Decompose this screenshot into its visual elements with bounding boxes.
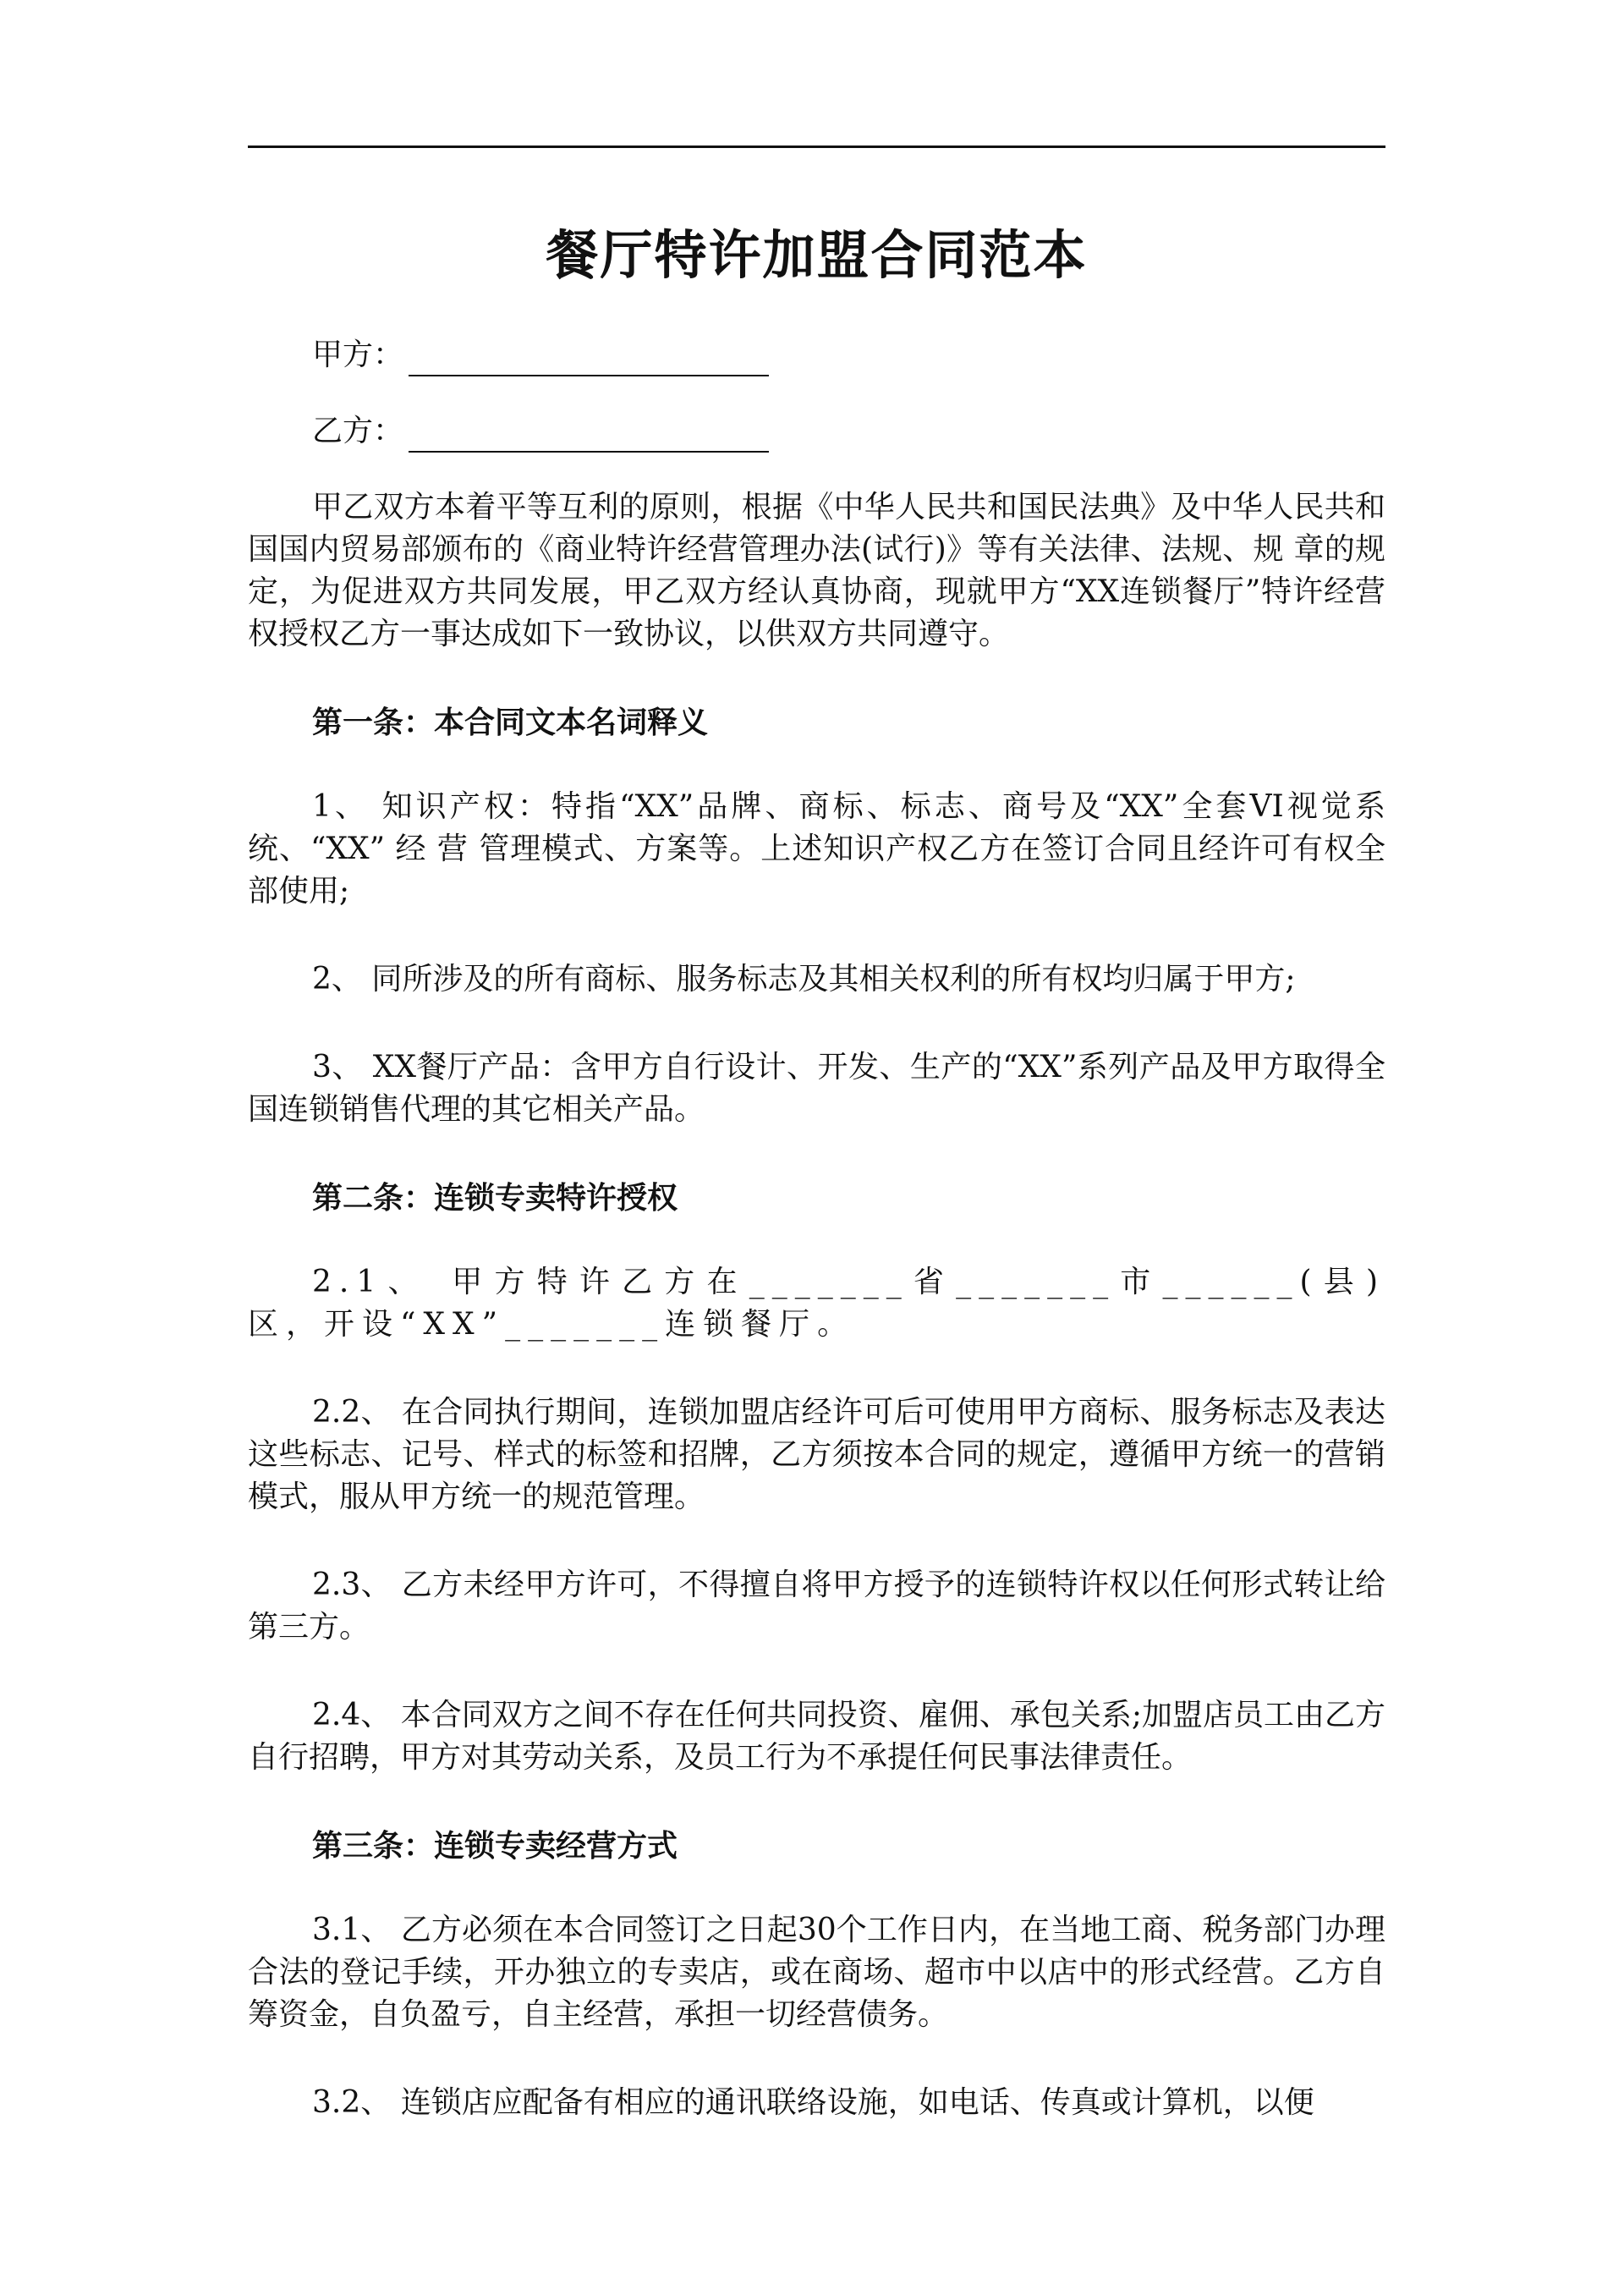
article-3-heading: 第三条：连锁专卖经营方式 xyxy=(312,1828,678,1864)
article-1-heading: 第一条：本合同文本名词释义 xyxy=(312,705,709,740)
article-1-item-1: 1、 知识产权：特指“XX”品牌、商标、标志、商号及“XX”全套VI视觉系统、“XX” 经 营 管理模式、方案等。上述知识产权乙方在签订合同且经许可有权全部使用; xyxy=(248,789,1385,909)
article-1-item-2: 2、 同所涉及的所有商标、服务标志及其相关权利的所有权均归属于甲方; xyxy=(312,962,1296,997)
article-2-item-1: 2.1、 甲方特许乙方在_______省_______市______(县)区，开设“XX”_______连锁餐厅。 xyxy=(248,1265,1385,1342)
party-a-blank xyxy=(409,341,769,376)
party-b-line xyxy=(248,410,1385,453)
party-b-label: 乙方： xyxy=(312,414,404,448)
party-a-label: 甲方： xyxy=(312,338,404,372)
article-2-item-4: 2.4、 本合同双方之间不存在任何共同投资、雇佣、承包关系;加盟店员工由乙方自行招聘，甲方对其劳动关系，及员工行为不承提任何民事法律责任。 xyxy=(248,1698,1385,1775)
document-title: 餐厅特许加盟合同范本 xyxy=(546,224,1088,286)
article-2-item-2: 2.2、 在合同执行期间，连锁加盟店经许可后可使用甲方商标、服务标志及表达这些标志、记号、样式的标签和招牌，乙方须按本合同的规定，遵循甲方统一的营销模式，服从甲方统一的规范管理。 xyxy=(248,1395,1385,1514)
article-3-item-2: 3.2、 连锁店应配备有相应的通讯联络设施，如电话、传真或计算机，以便 xyxy=(312,2085,1314,2120)
article-2-item-3: 2.3、 乙方未经甲方许可，不得擅自将甲方授予的连锁特许权以任何形式转让给第三方。 xyxy=(248,1568,1385,1644)
intro-paragraph: 甲乙双方本着平等互利的原则，根据《中华人民共和国民法典》及中华人民共和国国内贸易部颁布的《商业特许经营管理办法(试行)》等有关法律、法规、规 章的规定，为促进双方共同发展，甲乙双方经认真协商，现就甲方“XX连锁餐厅”特许经营权授权乙方一事达成如下一致协议，以供双方共同遵守。 xyxy=(248,490,1385,651)
article-2-heading: 第二条：连锁专卖特许授权 xyxy=(312,1180,678,1216)
header-rule xyxy=(248,145,1385,148)
article-3-item-1: 3.1、 乙方必须在本合同签订之日起30个工作日内，在当地工商、税务部门办理合法的登记手续，开办独立的专卖店，或在商场、超市中以店中的形式经营。乙方自筹资金，自负盈亏，自主经营，承担一切经营债务。 xyxy=(248,1913,1385,2032)
party-a-line xyxy=(248,334,1385,376)
document-body xyxy=(248,334,1385,2170)
party-b-blank xyxy=(409,417,769,453)
article-1-item-3: 3、 XX餐厅产品：含甲方自行设计、开发、生产的“XX”系列产品及甲方取得全国连锁销售代理的其它相关产品。 xyxy=(248,1050,1385,1127)
